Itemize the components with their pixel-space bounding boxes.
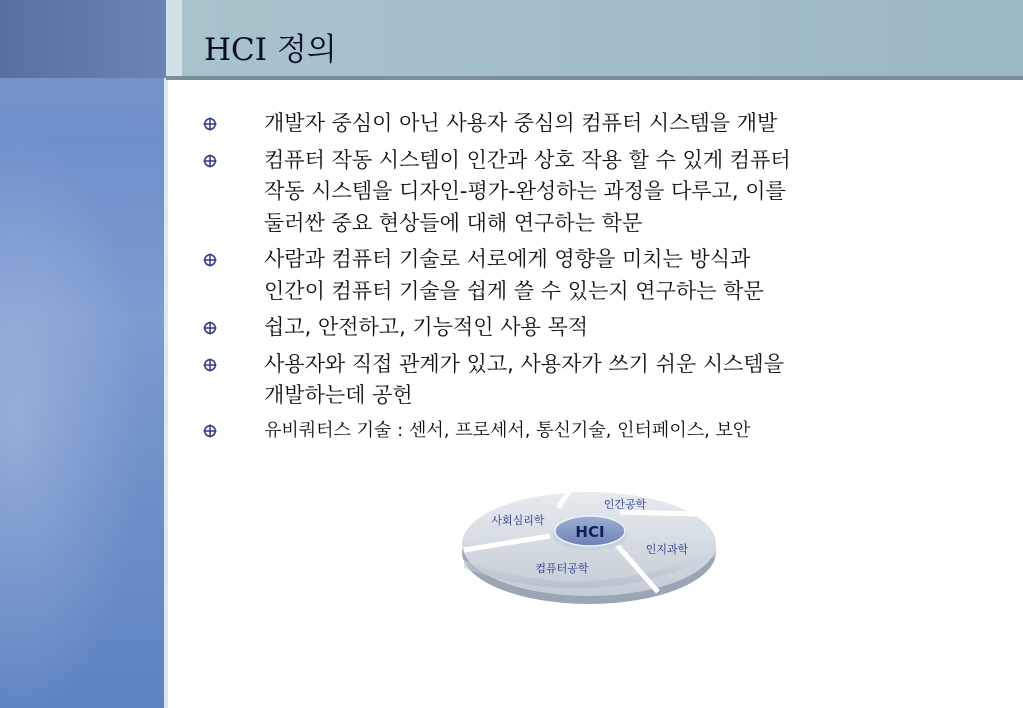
circle-cross-bullet-icon: [203, 154, 217, 168]
bullet-text: 사람과 컴퓨터 기술로 서로에게 영향을 미치는 방식과 인간이 컴퓨터 기술을 쉽게 쓸 수 있는지 연구하는 학문: [264, 247, 764, 303]
bullet-item: [200, 349, 1000, 412]
hci-diagram: [458, 486, 720, 610]
bullet-item: [200, 417, 1000, 445]
diagram-divider: [620, 512, 696, 514]
diagram-center-label: HCI: [575, 523, 605, 541]
bullet-item: [200, 312, 1000, 344]
diagram-segment-label: 인지과학: [645, 543, 689, 556]
circle-cross-bullet-icon: [203, 358, 217, 372]
left-band-shade: [0, 78, 166, 708]
bullet-text: 사용자와 직접 관계가 있고, 사용자가 쓰기 쉬운 시스템을 개발하는데 공헌: [264, 351, 784, 407]
circle-cross-bullet-icon: [203, 321, 217, 335]
diagram-segment-label: 인간공학: [603, 498, 647, 511]
title-underline: [166, 76, 1023, 80]
bullet-item: [200, 108, 1000, 140]
bullet-text: 컴퓨터 작동 시스템이 인간과 상호 작용 할 수 있게 컴퓨터 작동 시스템을 디자인-평가-완성하는 과정을 다루고, 이를 둘러싼 중요 현상들에 대해 연구하는 학문: [264, 147, 791, 235]
diagram-segment-label: 사회심리학: [491, 514, 545, 527]
bullet-text: 유비쿼터스 기술 : 센서, 프로세서, 통신기술, 인터페이스, 보안: [264, 419, 751, 441]
bullet-text: 쉽고, 안전하고, 기능적인 사용 목적: [264, 315, 589, 339]
bullet-text: 개발자 중심이 아닌 사용자 중심의 컴퓨터 시스템을 개발: [264, 111, 778, 135]
circle-cross-bullet-icon: [203, 253, 217, 267]
slide-title: HCI 정의: [204, 32, 337, 68]
bullet-list: [200, 108, 1000, 450]
circle-cross-bullet-icon: [203, 424, 217, 438]
diagram-segment-label: 컴퓨터공학: [535, 562, 589, 575]
bullet-item: [200, 244, 1000, 307]
circle-cross-bullet-icon: [203, 117, 217, 131]
title-bar-strip: [166, 0, 182, 78]
left-band-edge: [164, 78, 168, 708]
left-band-top: [0, 0, 166, 78]
bullet-item: [200, 145, 1000, 240]
